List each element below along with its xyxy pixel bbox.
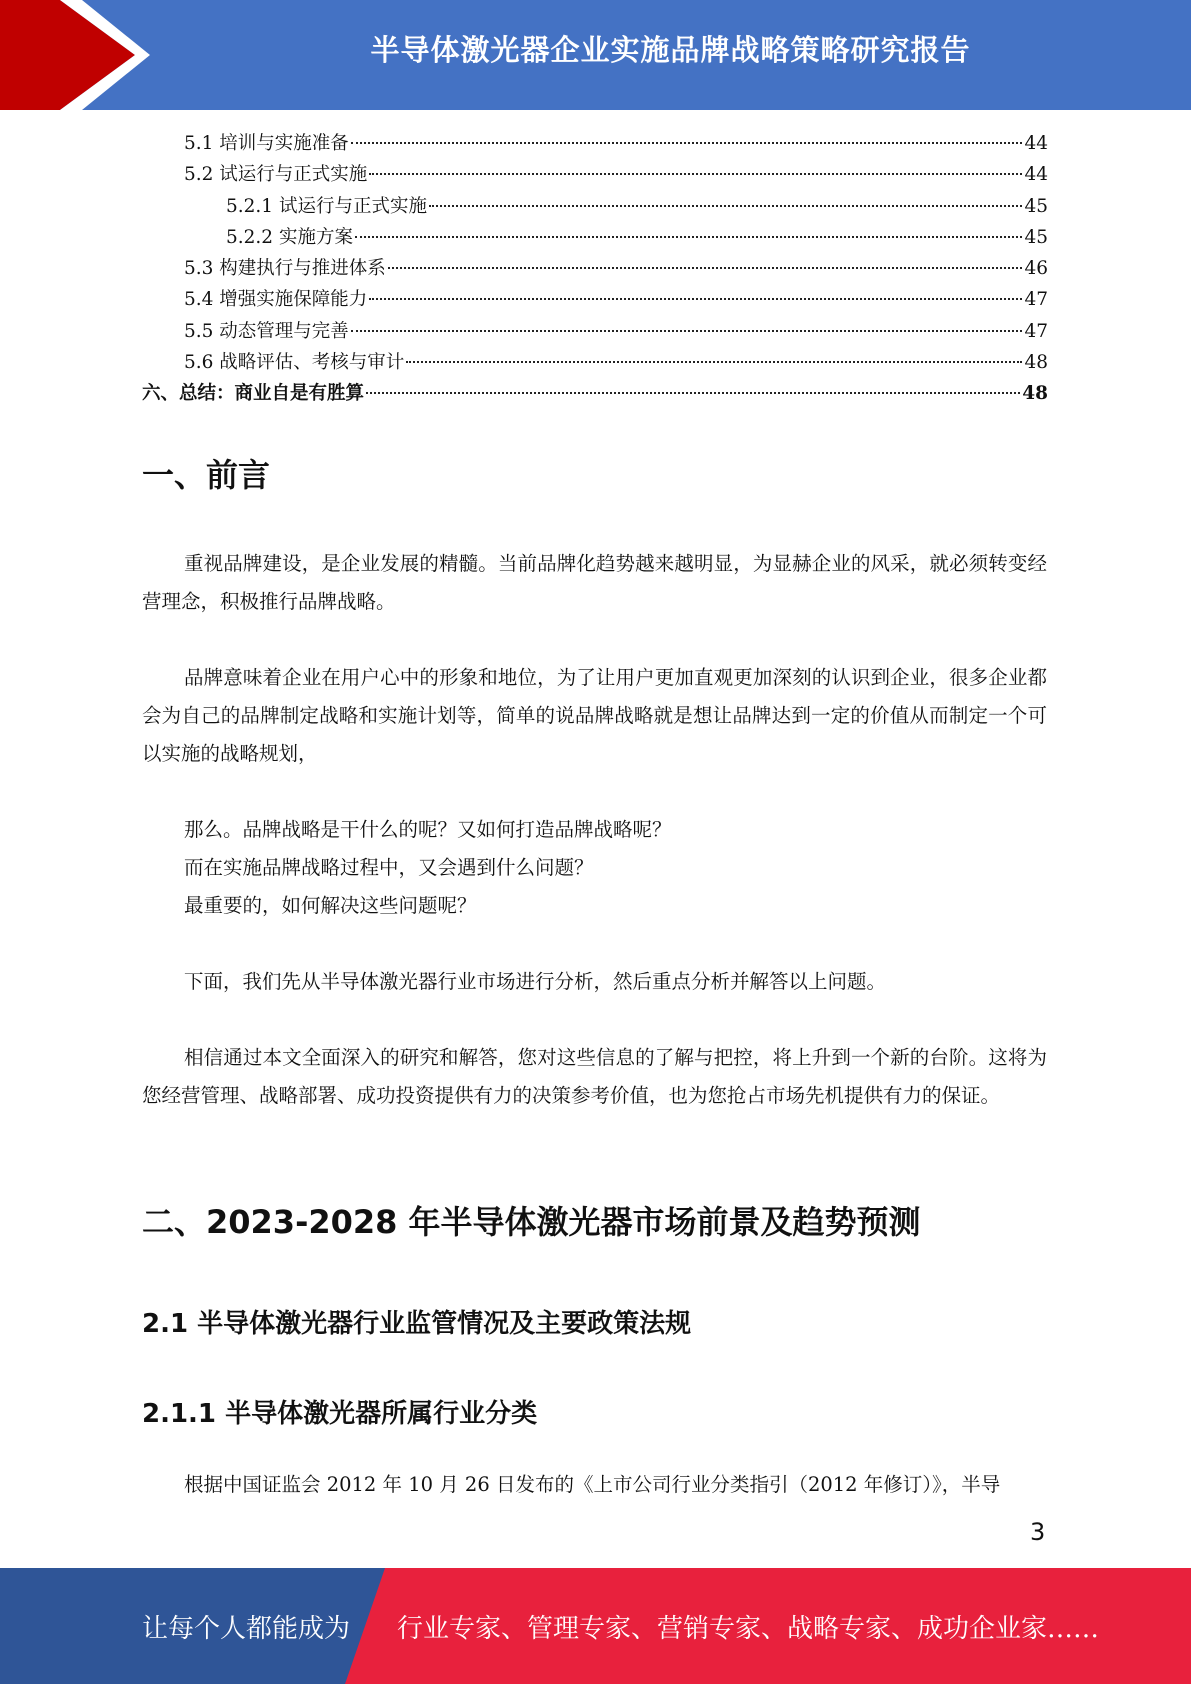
toc-entry-label: 5.2 试运行与正式实施: [184, 164, 368, 186]
toc-entry[interactable]: [142, 191, 1048, 222]
toc-entry-page: 47: [1024, 320, 1048, 342]
toc-entry[interactable]: [142, 253, 1048, 284]
toc-entry[interactable]: [142, 316, 1048, 347]
toc-entry[interactable]: [142, 222, 1048, 253]
footer-slogan-left: 让每个人都能成为: [142, 1614, 351, 1644]
classification-paragraph: 根据中国证监会 2012 年 10 月 26 日发布的《上市公司行业分类指引（2012 年修订）》，半导: [184, 1473, 1001, 1496]
subsection-heading-classification: 2.1.1 半导体激光器所属行业分类: [142, 1399, 538, 1429]
preface-paragraph-4: 相信通过本文全面深入的研究和解答，您对这些信息的了解与把控，将上升到一个新的台阶。这将为您经营管理、战略部署、成功投资提供有力的决策参考价值，也为您抢占市场先机提供有力的保证。: [142, 1046, 1047, 1107]
toc-dot-leader: [406, 361, 1022, 363]
question-line-3: 最重要的，如何解决这些问题呢？: [184, 894, 477, 917]
preface-paragraph-3: 下面，我们先从半导体激光器行业市场进行分析，然后重点分析并解答以上问题。: [184, 970, 887, 993]
toc-entry-label: 5.2.2 实施方案: [226, 226, 353, 248]
toc-entry[interactable]: [142, 347, 1048, 378]
toc-entry-page: 44: [1024, 164, 1048, 186]
toc-entry-label: 5.5 动态管理与完善: [184, 320, 349, 342]
page-number: 3: [1030, 1518, 1046, 1546]
section-heading-market-outlook: 二、2023-2028 年半导体激光器市场前景及趋势预测: [142, 1203, 921, 1241]
page-footer: [0, 1568, 1191, 1684]
toc-entry[interactable]: [142, 284, 1048, 315]
toc-entry-label: 六、总结：商业自是有胜算: [142, 383, 365, 405]
toc-dot-leader: [355, 236, 1023, 238]
toc-dot-leader: [369, 173, 1022, 175]
preface-paragraph-2: 品牌意味着企业在用户心中的形象和地位，为了让用户更加直观更加深刻的认识到企业，很多企业都会为自己的品牌制定战略和实施计划等，简单的说品牌战略就是想让品牌达到一定的价值从而制定一个可以实施的战略规划，: [142, 666, 1047, 765]
toc-dot-leader: [429, 205, 1022, 207]
footer-slogan-right: 行业专家、管理专家、营销专家、战略专家、成功企业家……: [397, 1614, 1100, 1644]
toc-entry-page: 44: [1024, 133, 1048, 154]
toc-entry-page: 45: [1024, 195, 1048, 217]
page-header: [0, 0, 1191, 110]
question-line-1: 那么。品牌战略是干什么的呢？又如何打造品牌战略呢？: [184, 818, 672, 841]
question-line-2: 而在实施品牌战略过程中，又会遇到什么问题？: [184, 856, 594, 879]
toc-entry-label: 5.3 构建执行与推进体系: [184, 258, 386, 280]
toc-dot-leader: [351, 142, 1023, 144]
toc-entry-page: 48: [1024, 352, 1048, 374]
preface-paragraph-1: 重视品牌建设，是企业发展的精髓。当前品牌化趋势越来越明显，为显赫企业的风采，就必须转变经营理念，积极推行品牌战略。: [142, 552, 1047, 613]
toc-entry-page: 48: [1022, 383, 1048, 405]
toc-entry-label: 5.6 战略评估、考核与审计: [184, 352, 405, 374]
toc-dot-leader: [366, 392, 1020, 394]
subsection-heading-regulation: 2.1 半导体激光器行业监管情况及主要政策法规: [142, 1309, 692, 1339]
toc-entry-page: 47: [1024, 289, 1048, 311]
toc-entry[interactable]: [142, 378, 1048, 409]
toc-dot-leader: [351, 330, 1023, 332]
toc-entry[interactable]: [142, 128, 1048, 159]
toc-dot-leader: [388, 267, 1023, 269]
toc-entry[interactable]: [142, 159, 1048, 190]
section-heading-preface: 一、前言: [142, 456, 271, 494]
header-title: 半导体激光器企业实施品牌战略策略研究报告: [370, 33, 971, 67]
toc-entry-label: 5.1 培训与实施准备: [184, 133, 349, 154]
toc-entry-label: 5.4 增强实施保障能力: [184, 289, 368, 311]
table-of-contents: [142, 128, 1048, 410]
toc-entry-page: 46: [1024, 258, 1048, 280]
toc-dot-leader: [369, 298, 1022, 300]
toc-entry-label: 5.2.1 试运行与正式实施: [226, 195, 427, 217]
toc-entry-page: 45: [1024, 226, 1048, 248]
